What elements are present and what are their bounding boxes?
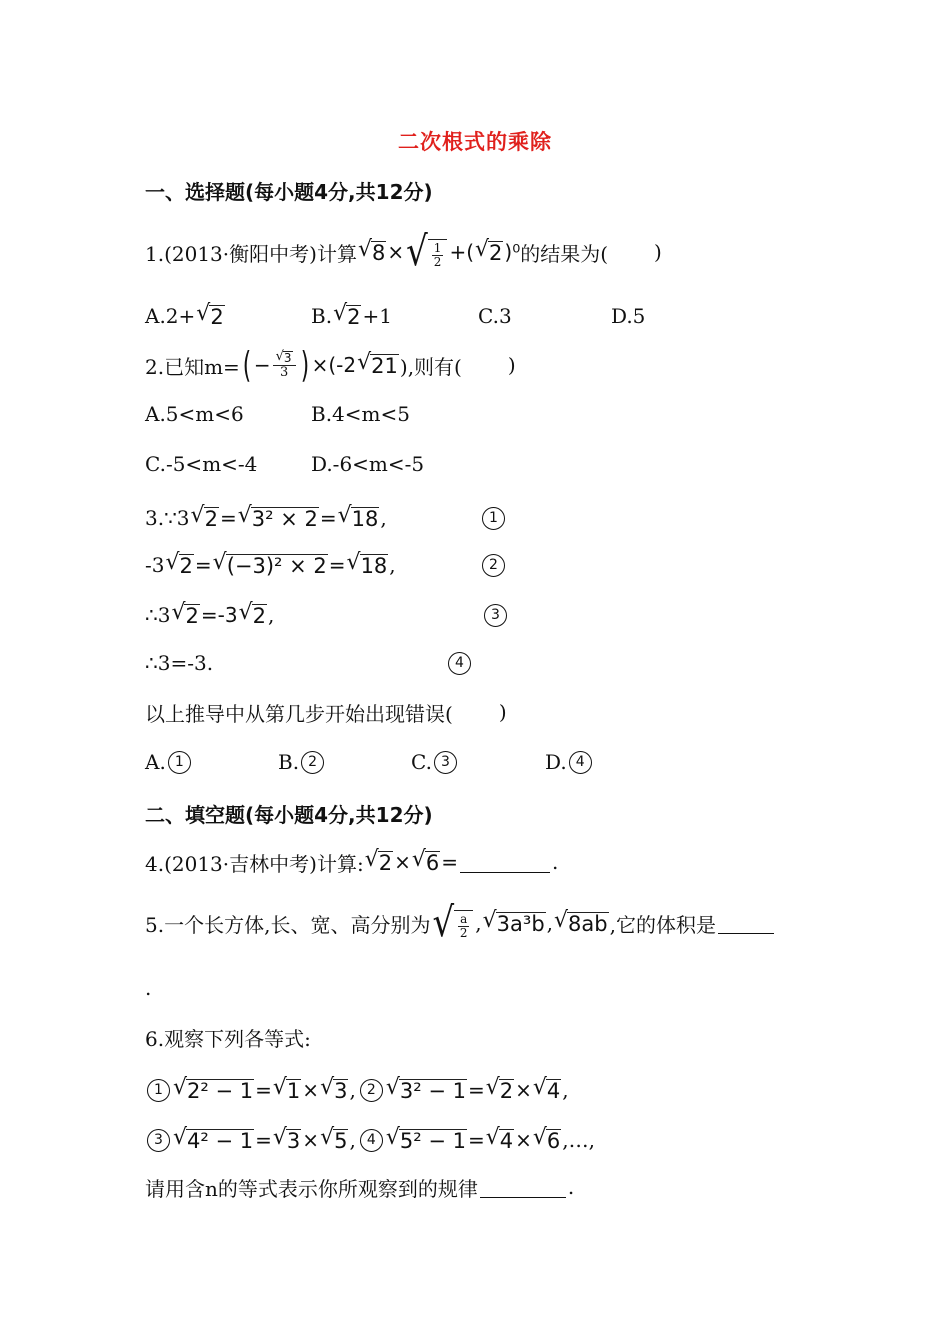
q2-option-a: A.5<m<6 [145,402,244,426]
q2-option-b: B.4<m<5 [311,402,410,426]
fraction-half: $\frac{1}{2}$ [433,241,442,269]
step-marker-4: 4 [448,652,471,675]
q2-suffix: ),则有( [399,354,462,379]
q2-mid: ×(-2 [311,353,357,377]
sqrt-2: √ 2 [475,236,503,265]
q6-equations-row-1: 1 √ 2² − 1 = √ 1 × √ 3 , 2 √ 3² − 1 = √ 2 × √ 4 , [145,1070,569,1110]
times-sign: × [387,240,405,264]
question-6: 6.观察下列各等式: [145,1026,311,1051]
question-4: 4.(2013·吉林中考)计算: √ 2 × √ 6 = . [145,846,559,876]
q1-option-a: A.2+ √ 2 [145,300,224,329]
step-marker-3: 3 [484,604,507,627]
step-marker-2: 2 [482,554,505,577]
q2-option-d: D.-6<m<-5 [311,452,425,476]
q1-option-b: B. √ 2 +1 [311,300,392,329]
q3-step-3: ∴3 √ 2 =-3 √ 2 , [145,599,275,628]
q2-close: ) [507,353,516,377]
section-heading-choice: 一、选择题(每小题4分,共12分) [145,179,433,204]
q3-option-d: D. 4 [545,742,594,782]
q3-step-1: 3.∵3 √ 2 = √ 3² × 2 = √ 18 , [145,502,387,531]
q5-end-dot: . [145,976,152,1000]
q2-prefix: 2.已知m= [145,354,240,379]
q6-question: 请用含n的等式表示你所观察到的规律 . [145,1175,575,1201]
question-1 [145,228,662,276]
sqrt-a-over-2: √ $\frac{a}{2}$ [432,906,473,940]
q6-answer-blank[interactable] [480,1177,566,1198]
q3-option-c: C. 3 [411,742,459,782]
q4-answer-blank[interactable] [460,852,550,873]
section-heading-fill: 二、填空题(每小题4分,共12分) [145,802,433,827]
minus-sign: − [253,353,271,377]
fraction-root3-over-3: √ 3 3 [273,350,296,380]
page-title: 二次根式的乘除 [398,130,552,154]
q6-equations-row-2: 3 √ 4² − 1 = √ 3 × √ 5 , 4 √ 5² − 1 = √ 4 × √ 6 ,…, [145,1120,595,1160]
question-5: 5.一个长方体,长、宽、高分别为 √ $\frac{a}{2}$ , √ 3a³b , √ 8ab ,它的体积是 [145,903,776,943]
q1-prefix: 1.(2013·衡阳中考)计算 [145,241,357,266]
q1-option-d: D.5 [611,304,646,328]
q3-step-4: ∴3=-3. [145,651,214,675]
question-2: 2.已知m= ( − √ 3 3 ) ×(-2 √ 21 ),则有( ) [145,344,516,386]
q1-suffix: 的结果为( [520,241,609,266]
step-marker-1: 1 [482,507,505,530]
q3-step-2: -3 √ 2 = √ (−3)² × 2 = √ 18 , [145,549,396,578]
power-zero: )⁰ [504,240,521,264]
q5-answer-blank[interactable] [718,913,774,934]
q3-option-a: A. 1 [145,742,193,782]
sqrt-half: √ $\frac{1}{2}$ [406,235,447,269]
sqrt-21: √ 21 [357,349,398,378]
plus-open: +( [449,240,474,264]
sqrt-8: √ 8 [357,236,386,265]
q1-option-c: C.3 [478,304,512,328]
q1-close: ) [654,240,662,264]
q3-question: 以上推导中从第几步开始出现错误( ) [145,700,507,726]
q2-option-c: C.-5<m<-4 [145,452,258,476]
q3-option-b: B. 2 [278,742,326,782]
